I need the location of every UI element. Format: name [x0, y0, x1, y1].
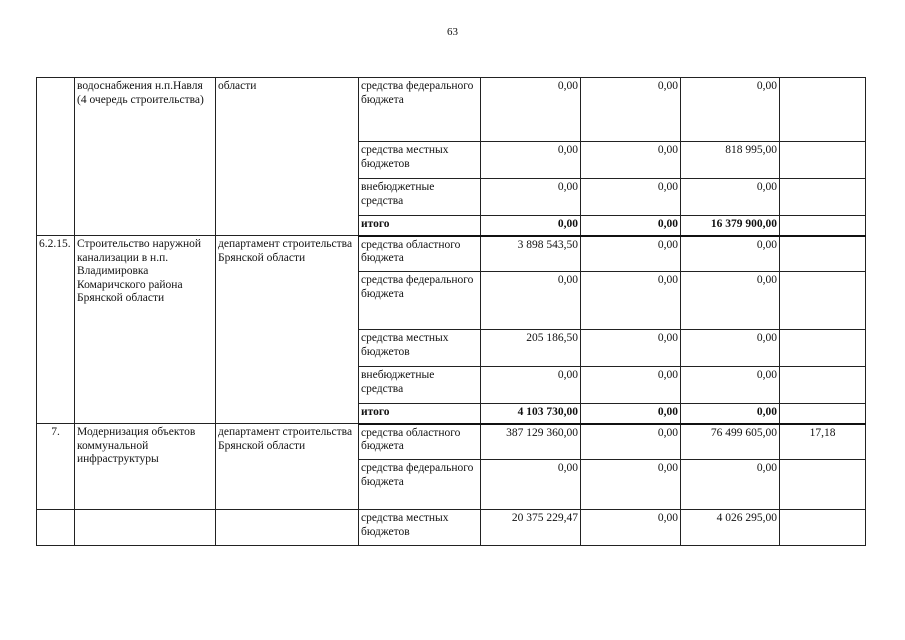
- funding-source-cell: средства федерального бюджета: [359, 272, 481, 330]
- percent-cell: [780, 179, 866, 216]
- percent-cell: [780, 272, 866, 330]
- total-value-cell: 0,00: [581, 216, 681, 236]
- value-cell: 0,00: [681, 236, 780, 272]
- funding-source-cell: средства областного бюджета: [359, 424, 481, 460]
- item-number-cell: [37, 78, 75, 236]
- funding-source-cell: итого: [359, 216, 481, 236]
- value-cell: 0,00: [581, 460, 681, 510]
- percent-cell: [780, 216, 866, 236]
- item-number-cell: 6.2.15.: [37, 236, 75, 424]
- funding-source-cell: внебюджетные средства: [359, 179, 481, 216]
- value-cell: 0,00: [581, 78, 681, 142]
- funding-source-cell: средства федерального бюджета: [359, 78, 481, 142]
- percent-cell: [780, 460, 866, 510]
- value-cell: 0,00: [681, 78, 780, 142]
- value-cell: 0,00: [681, 460, 780, 510]
- table-row: [37, 510, 866, 546]
- funding-source-cell: средства местных бюджетов: [359, 510, 481, 546]
- funding-source-cell: средства местных бюджетов: [359, 330, 481, 367]
- table-row: [37, 424, 866, 460]
- value-cell: 0,00: [581, 272, 681, 330]
- item-name-cell: водоснабжения н.п.Навля (4 очередь строительства): [75, 78, 216, 236]
- value-cell: 818 995,00: [681, 142, 780, 179]
- percent-cell: [780, 404, 866, 424]
- value-cell: 0,00: [681, 330, 780, 367]
- percent-cell: [780, 236, 866, 272]
- value-cell: 76 499 605,00: [681, 424, 780, 460]
- value-cell: 0,00: [581, 179, 681, 216]
- page-number: 63: [447, 26, 458, 38]
- funding-source-cell: итого: [359, 404, 481, 424]
- item-number-cell: 7.: [37, 424, 75, 510]
- value-cell: 0,00: [581, 142, 681, 179]
- item-name-cell: Модернизация объектов коммунальной инфраструктуры: [75, 424, 216, 510]
- value-cell: 0,00: [681, 367, 780, 404]
- total-value-cell: 4 103 730,00: [481, 404, 581, 424]
- value-cell: 0,00: [581, 330, 681, 367]
- executor-cell: [216, 510, 359, 546]
- value-cell: 3 898 543,50: [481, 236, 581, 272]
- total-value-cell: 0,00: [581, 404, 681, 424]
- percent-cell: [780, 367, 866, 404]
- total-value-cell: 16 379 900,00: [681, 216, 780, 236]
- item-name-cell: [75, 510, 216, 546]
- value-cell: 0,00: [581, 424, 681, 460]
- item-number-cell: [37, 510, 75, 546]
- percent-cell: 17,18: [780, 424, 866, 460]
- value-cell: 4 026 295,00: [681, 510, 780, 546]
- value-cell: 0,00: [481, 142, 581, 179]
- percent-cell: [780, 330, 866, 367]
- value-cell: 205 186,50: [481, 330, 581, 367]
- total-value-cell: 0,00: [481, 216, 581, 236]
- funding-source-cell: внебюджетные средства: [359, 367, 481, 404]
- value-cell: 0,00: [681, 272, 780, 330]
- value-cell: 0,00: [481, 78, 581, 142]
- executor-cell: департамент строительства Брянской области: [216, 236, 359, 424]
- value-cell: 0,00: [481, 460, 581, 510]
- item-name-cell: Строительство наружной канализации в н.п. Владимировка Комаричского района Брянской области: [75, 236, 216, 424]
- total-value-cell: 0,00: [681, 404, 780, 424]
- funding-source-cell: средства областного бюджета: [359, 236, 481, 272]
- funding-source-cell: средства местных бюджетов: [359, 142, 481, 179]
- executor-cell: департамент строительства Брянской области: [216, 424, 359, 510]
- table-row: [37, 236, 866, 272]
- percent-cell: [780, 142, 866, 179]
- table-row: [37, 78, 866, 142]
- value-cell: 0,00: [481, 367, 581, 404]
- value-cell: 0,00: [481, 272, 581, 330]
- value-cell: 0,00: [581, 510, 681, 546]
- percent-cell: [780, 510, 866, 546]
- value-cell: 387 129 360,00: [481, 424, 581, 460]
- executor-cell: области: [216, 78, 359, 236]
- budget-table: [36, 77, 866, 546]
- value-cell: 0,00: [681, 179, 780, 216]
- value-cell: 20 375 229,47: [481, 510, 581, 546]
- value-cell: 0,00: [581, 367, 681, 404]
- funding-source-cell: средства федерального бюджета: [359, 460, 481, 510]
- value-cell: 0,00: [581, 236, 681, 272]
- value-cell: 0,00: [481, 179, 581, 216]
- percent-cell: [780, 78, 866, 142]
